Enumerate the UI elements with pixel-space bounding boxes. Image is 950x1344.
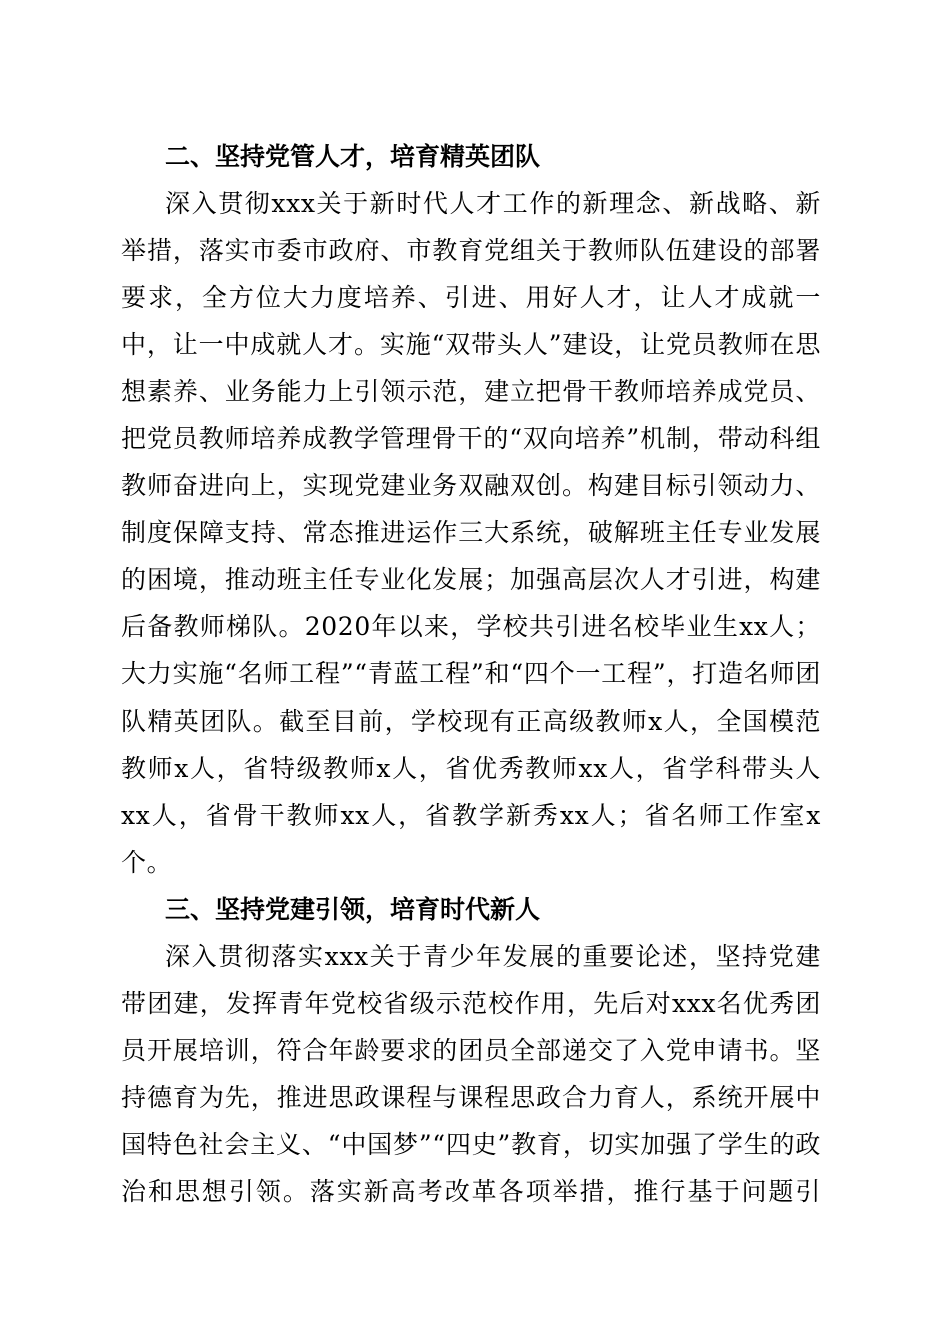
section-heading-talent: 二、坚持党管人才，培育精英团队 bbox=[165, 142, 541, 171]
section-paragraph-talent: 深入贯彻xxx关于新时代人才工作的新理念、新战略、新举措，落实市委市政府、市教育党组关于教师队伍建设的部署要求，全方位大力度培养、引进、用好人才，让人才成就一中，让一中成就人才。实施“双带头人”建设，让党员教师在思想素养、业务能力上引领示范，建立把骨干教师培养成党员、把党员教师培养成教学管理骨干的“双向培养”机制，带动科组教师奋进向上，实现党建业务双融双创。构建目标引领动力、制度保障支持、常态推进运作三大系统，破解班主任专业发展的困境，推动班主任专业化发展；加强高层次人才引进，构建后备教师梯队。2020年以来，学校共引进名校毕业生xx人；大力实施“名师工程”“青蓝工程”和“四个一工程”，打造名师团队精英团队。截至目前，学校现有正高级教师x人，全国模范教师x人，省特级教师x人，省优秀教师xx人，省学科带头人xx人，省骨干教师xx人，省教学新秀xx人；省名师工作室x个。 bbox=[121, 189, 821, 877]
document-body bbox=[121, 133, 821, 1215]
section-heading-party-building: 三、坚持党建引领，培育时代新人 bbox=[165, 894, 541, 924]
section-paragraph-party-building: 深入贯彻落实xxx关于青少年发展的重要论述，坚持党建带团建，发挥青年党校省级示范校作用，先后对xxx名优秀团员开展培训，符合年龄要求的团员全部递交了入党申请书。坚持德育为先，推进思政课程与课程思政合力育人，系统开展中国特色社会主义、“中国梦”“四史”教育，切实加强了学生的政治和思想引领。落实新高考改革各项举措，推行基于问题引 bbox=[121, 941, 821, 1206]
